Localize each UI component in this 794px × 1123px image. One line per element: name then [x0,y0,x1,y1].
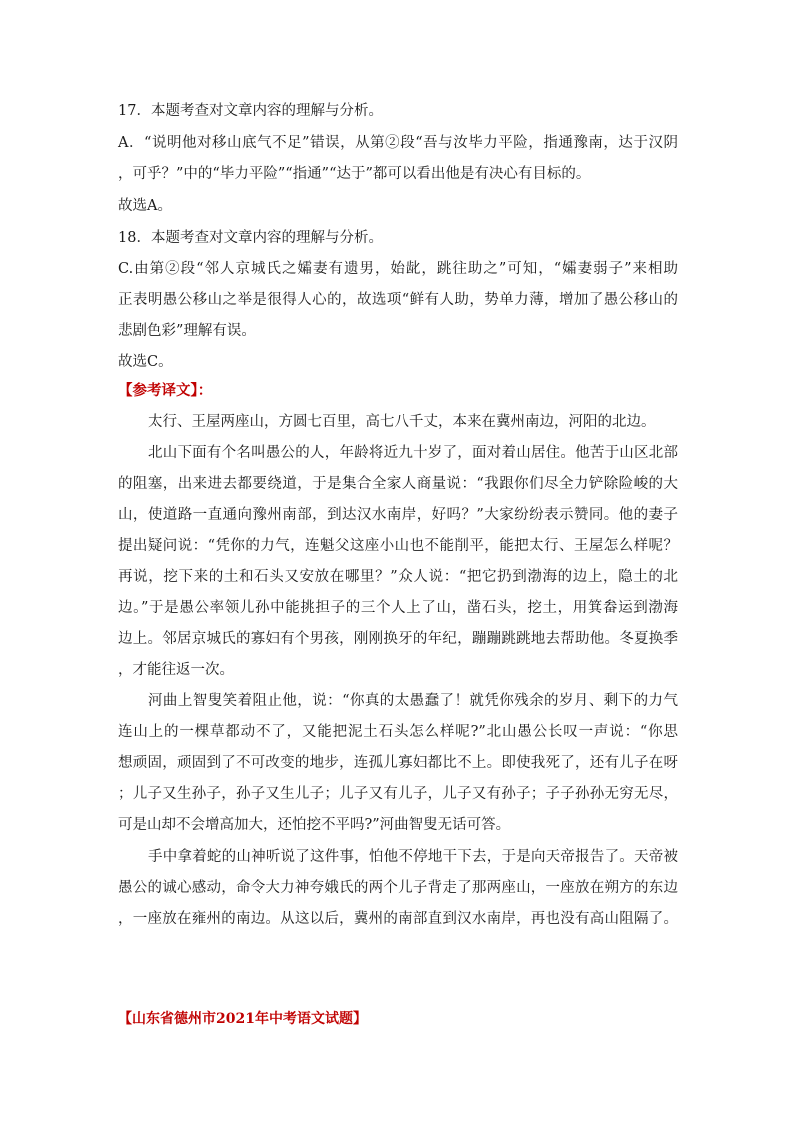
translation-p4-line-2: 愚公的诚心感动，命令大力神夸娥氏的两个儿子背走了那两座山，一座放在朔方的东边 [118,880,678,896]
translation-p4-line-1: 手中拿着蛇的山神听说了这件事，怕他不停地干下去，于是向天帝报告了。天帝被 [148,849,678,865]
translation-p2-line-3: 山，使道路一直通向豫州南部，到达汉水南岸，好吗？”大家纷纷表示赞同。他的妻子 [118,507,678,523]
translation-p3-line-1: 河曲上智叟笑着阻止他，说：“你真的太愚蠢了！就凭你残余的岁月、剩下的力气 [148,693,678,709]
q18-option-c-line-3: 悲剧色彩”理解有误。 [118,323,256,339]
translation-p3-line-5: 可是山却不会增高加大，还怕挖不平吗?”河曲智叟无话可答。 [118,817,511,833]
translation-p2-line-2: 的阻塞，出来进去都要绕道，于是集合全家人商量说：“我跟你们尽全力铲除险峻的大 [118,476,678,492]
translation-p3-line-3: 想顽固，顽固到了不可改变的地步，连孤儿寡妇都比不上。即使我死了，还有儿子在呀 [118,755,678,771]
q18-answer: 故选C。 [118,354,173,370]
translation-p2-line-1: 北山下面有个名叫愚公的人，年龄将近九十岁了，面对着山居住。他苦于山区北部 [148,445,678,461]
translation-p2-line-7: 边上。邻居京城氏的寡妇有个男孩，刚刚换牙的年纪，蹦蹦跳跳地去帮助他。冬夏换季 [118,631,678,647]
q17-option-a-line-1: A．“说明他对移山底气不足”错误，从第②段“吾与汝毕力平险，指通豫南，达于汉阴 [118,135,678,151]
source-heading: 【山东省德州市2021年中考语文试题】 [118,1011,367,1027]
translation-p3-line-2: 连山上的一棵草都动不了，又能把泥土石头怎么样呢?”北山愚公长叹一声说：“你思 [118,724,678,740]
q17-answer: 故选A。 [118,198,172,214]
translation-p2-line-4: 提出疑问说：“凭你的力气，连魁父这座小山也不能削平，能把太行、王屋怎么样呢？ [118,538,678,554]
translation-p2-line-8: ，才能往返一次。 [118,662,234,678]
q17-option-a-line-2: ，可乎？”中的“毕力平险”“指通”“达于”都可以看出他是有决心有目标的。 [118,166,591,182]
q18-option-c-line-1: C.由第②段“邻人京城氏之孀妻有遗男，始龀，跳往助之”可知，“孀妻弱子”来相助 [118,261,678,277]
q18-option-c-line-2: 正表明愚公移山之举是很得人心的，故选项“鲜有人助，势单力薄，增加了愚公移山的 [118,292,678,308]
translation-p2-line-5: 再说，挖下来的土和石头又安放在哪里？”众人说：“把它扔到渤海的边上，隐土的北 [118,569,678,585]
q18-title: 18．本题考查对文章内容的理解与分析。 [118,230,383,246]
q17-title: 17．本题考查对文章内容的理解与分析。 [118,103,383,119]
translation-p3-line-4: ；儿子又生孙子，孙子又生儿子；儿子又有儿子，儿子又有孙子；子子孙孙无穷无尽， [118,786,678,802]
translation-p2-line-6: 边。”于是愚公率领儿孙中能挑担子的三个人上了山，凿石头，挖土，用箕畚运到渤海 [118,600,678,616]
translation-p4-line-3: ，一座放在雍州的南边。从这以后，冀州的南部直到汉水南岸，再也没有高山阻隔了。 [118,911,678,927]
translation-p1-line-1: 太行、王屋两座山，方圆七百里，高七八千丈，本来在冀州南边，河阳的北边。 [148,414,656,430]
translation-header: 【参考译文】： [118,382,213,399]
